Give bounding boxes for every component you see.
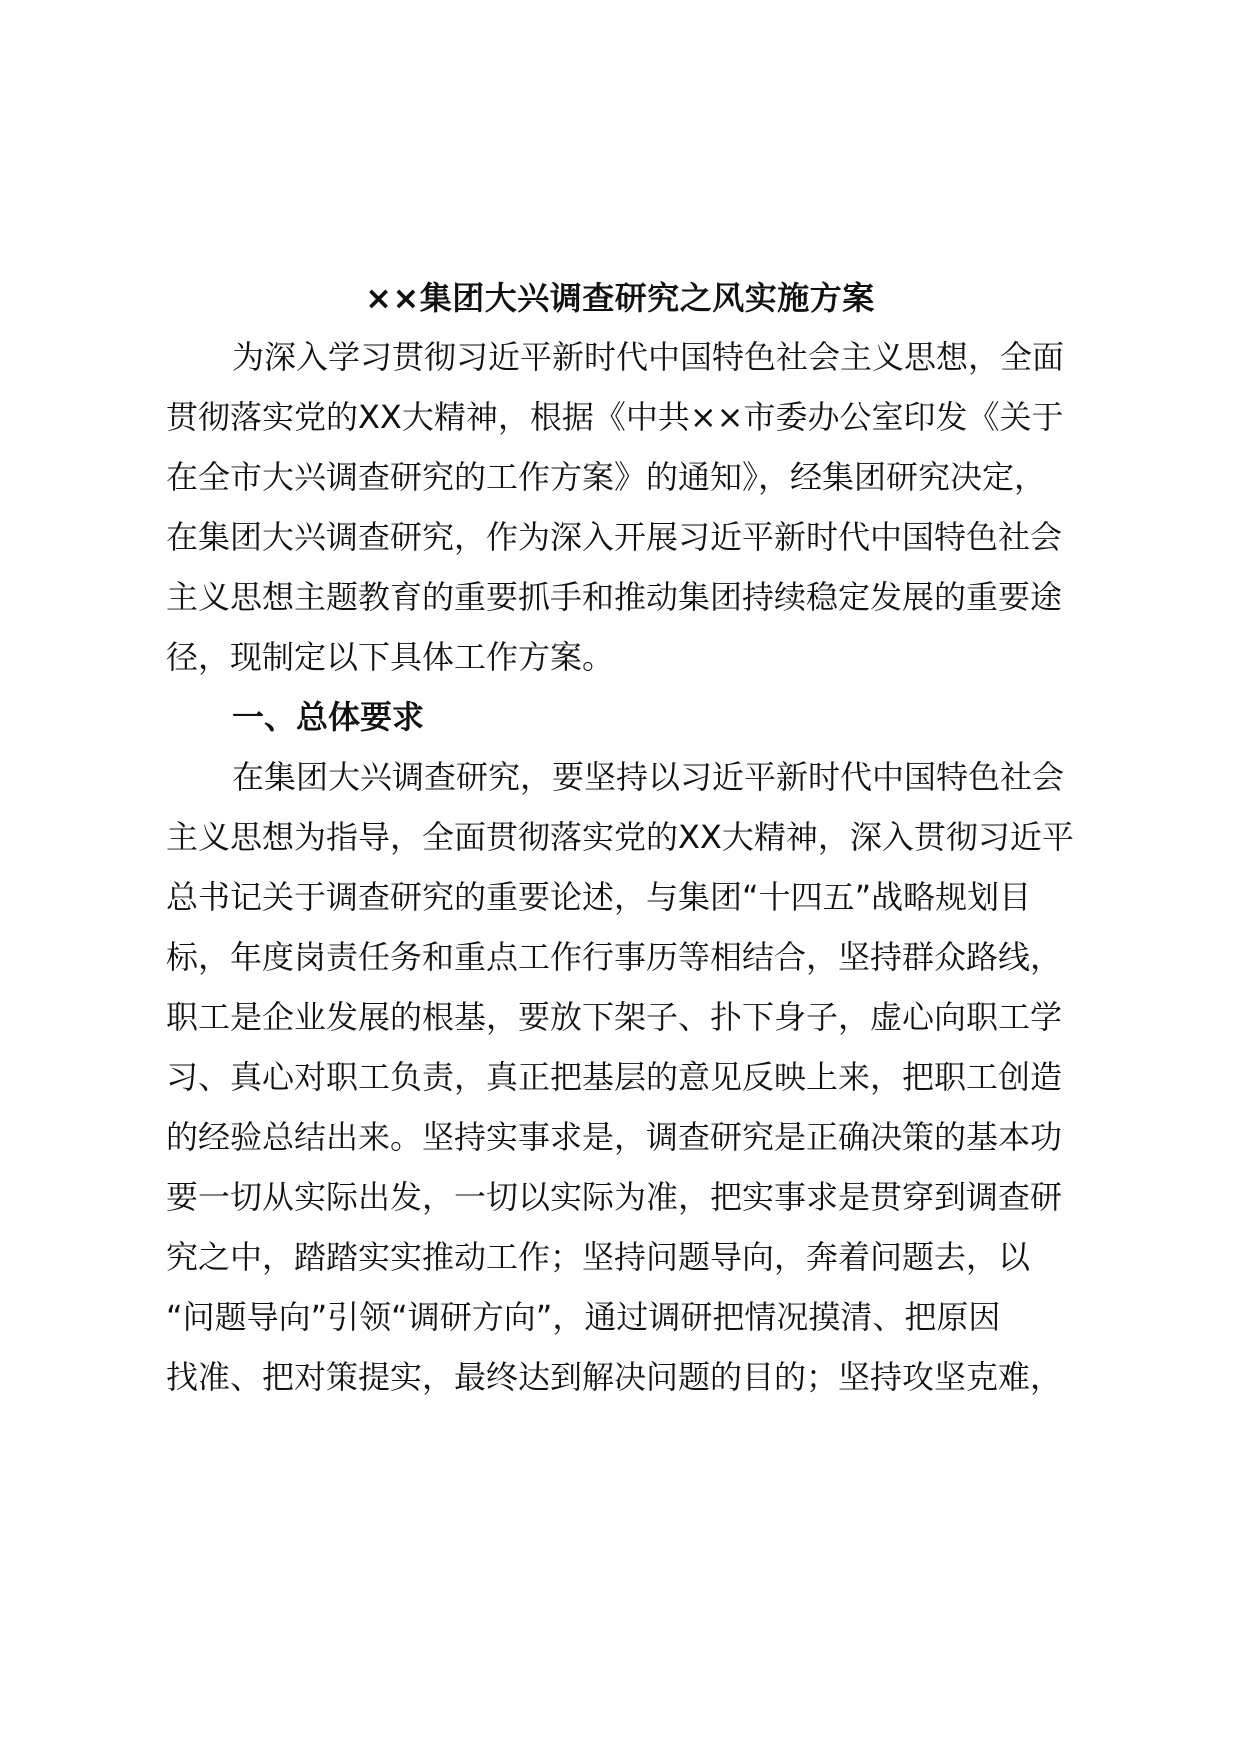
paragraph-line: 要一切从实际出发，一切以实际为准，把实事求是贯穿到调查研 — [166, 1178, 1063, 1216]
paragraph-line: 为深入学习贯彻习近平新时代中国特色社会主义思想，全面 — [232, 338, 1065, 376]
paragraph-line: 习、真心对职工负责，真正把基层的意见反映上来，把职工创造 — [166, 1058, 1063, 1096]
paragraph-line: “问题导向”引领“调研方向”，通过调研把情况摸清、把原因 — [166, 1298, 1001, 1336]
paragraph-line: 在集团大兴调查研究，作为深入开展习近平新时代中国特色社会 — [166, 518, 1063, 556]
paragraph-line: 在集团大兴调查研究，要坚持以习近平新时代中国特色社会 — [232, 758, 1065, 796]
paragraph-line: 在全市大兴调查研究的工作方案》的通知》，经集团研究决定， — [166, 458, 1047, 496]
paragraph-line: 总书记关于调查研究的重要论述，与集团“十四五”战略规划目 — [166, 878, 1032, 916]
paragraph-line: 标，年度岗责任务和重点工作行事历等相结合，坚持群众路线， — [166, 938, 1063, 976]
paragraph-line: 主义思想为指导，全面贯彻落实党的XX大精神，深入贯彻习近平 — [166, 818, 1074, 856]
paragraph-line: 究之中，踏踏实实推动工作；坚持问题导向，奔着问题去，以 — [166, 1238, 1031, 1276]
paragraph-line: 贯彻落实党的XX大精神，根据《中共××市委办公室印发《关于 — [166, 398, 1064, 436]
paragraph-line: 主义思想主题教育的重要抓手和推动集团持续稳定发展的重要途 — [166, 578, 1063, 616]
paragraph-line: 径，现制定以下具体工作方案。 — [166, 638, 615, 676]
section-heading: 一、总体要求 — [232, 698, 425, 736]
document-title: ××集团大兴调查研究之风实施方案 — [365, 279, 875, 317]
paragraph-line: 找准、把对策提实，最终达到解决问题的目的；坚持攻坚克难， — [166, 1358, 1063, 1396]
paragraph-line: 的经验总结出来。坚持实事求是，调查研究是正确决策的基本功 — [166, 1118, 1063, 1156]
paragraph-line: 职工是企业发展的根基，要放下架子、扑下身子，虚心向职工学 — [166, 998, 1063, 1036]
